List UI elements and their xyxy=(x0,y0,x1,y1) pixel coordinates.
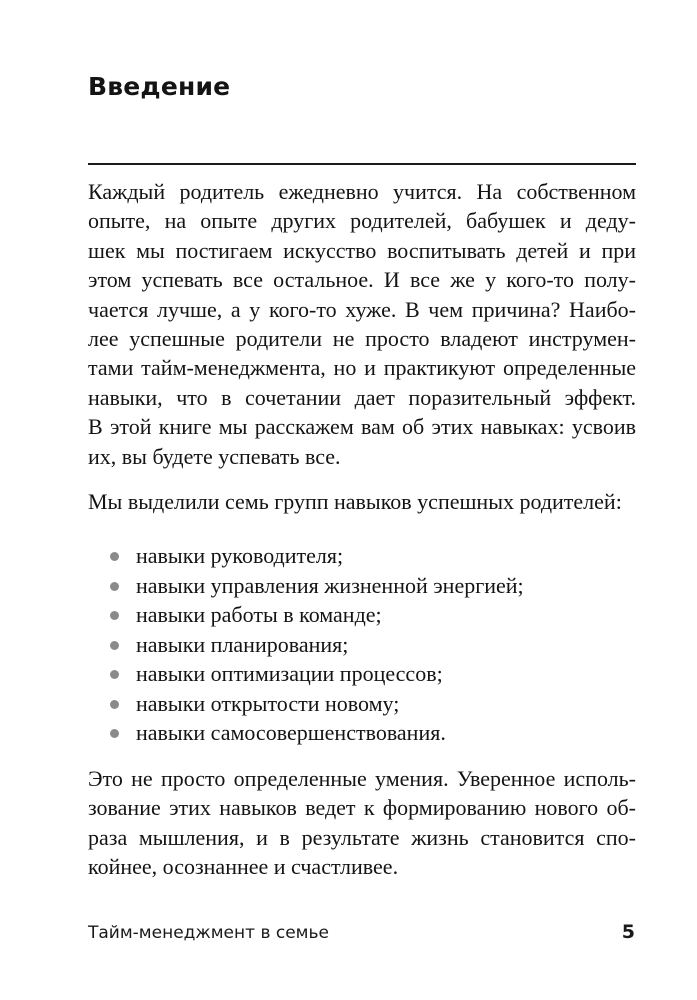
text-line: раза мышления, и в результате жизнь становится спо- xyxy=(88,824,636,850)
list-item xyxy=(88,659,524,689)
text-line: В этой книге мы расскажем вам об этих навыках: усвоив xyxy=(88,414,636,440)
text-line: опыте, на опыте других родителей, бабушек и деду- xyxy=(88,208,636,234)
text-line: Это не просто определенные умения. Уверенное исполь- xyxy=(88,766,636,791)
bullet-icon xyxy=(110,641,119,650)
list-item xyxy=(88,571,524,601)
text-line: Мы выделили семь групп навыков успешных родителей: xyxy=(88,489,622,514)
chapter-heading: Введение xyxy=(88,72,231,101)
list-item-text: навыки самосовершенствования. xyxy=(136,720,446,745)
bullet-icon xyxy=(110,670,119,679)
bullet-icon xyxy=(110,700,119,709)
list-item xyxy=(88,600,524,630)
list-item-text: навыки оптимизации процессов; xyxy=(136,661,443,686)
text-line: этом успевать все остальное. И все же у кого-то полу- xyxy=(88,267,636,293)
list-item xyxy=(88,689,524,719)
list-item xyxy=(88,541,524,571)
text-line: лее успешные родители не просто владеют инструмен- xyxy=(88,326,636,352)
text-line: шек мы постигаем искусство воспитывать детей и при xyxy=(88,237,636,263)
conclusion-paragraph xyxy=(88,764,636,882)
text-line: тами тайм-менеджмента, но и практикуют определенные xyxy=(88,355,636,381)
list-item-text: навыки планирования; xyxy=(136,631,349,657)
page-number: 5 xyxy=(621,921,635,943)
skills-intro-paragraph xyxy=(88,487,636,516)
text-line: зование этих навыков ведет к формированию нового об- xyxy=(88,795,636,821)
bullet-icon xyxy=(110,552,119,561)
list-item-text: навыки управления жизненной энергией; xyxy=(136,572,524,598)
text-line: Каждый родитель ежедневно учится. На собственном xyxy=(88,179,636,204)
text-line: навыки, что в сочетании дает поразительный эффект. xyxy=(88,384,636,410)
list-item-text: навыки открытости новому; xyxy=(136,690,400,716)
list-item-text: навыки работы в команде; xyxy=(136,602,382,627)
text-line: чается лучше, а у кого-то хуже. В чем причина? Наибо- xyxy=(88,296,636,322)
heading-divider xyxy=(88,163,636,165)
text-line: их, вы будете успевать все. xyxy=(88,443,341,469)
list-item xyxy=(88,718,524,748)
bullet-icon xyxy=(110,611,119,620)
running-footer-title: Тайм-менеджмент в семье xyxy=(88,923,329,943)
intro-paragraph xyxy=(88,177,636,471)
list-item-text: навыки руководителя; xyxy=(136,543,344,568)
bullet-icon xyxy=(110,582,119,591)
text-line: койнее, осознаннее и счастливее. xyxy=(88,854,399,880)
bullet-icon xyxy=(110,729,119,738)
skills-list xyxy=(88,541,524,748)
list-item xyxy=(88,630,524,660)
